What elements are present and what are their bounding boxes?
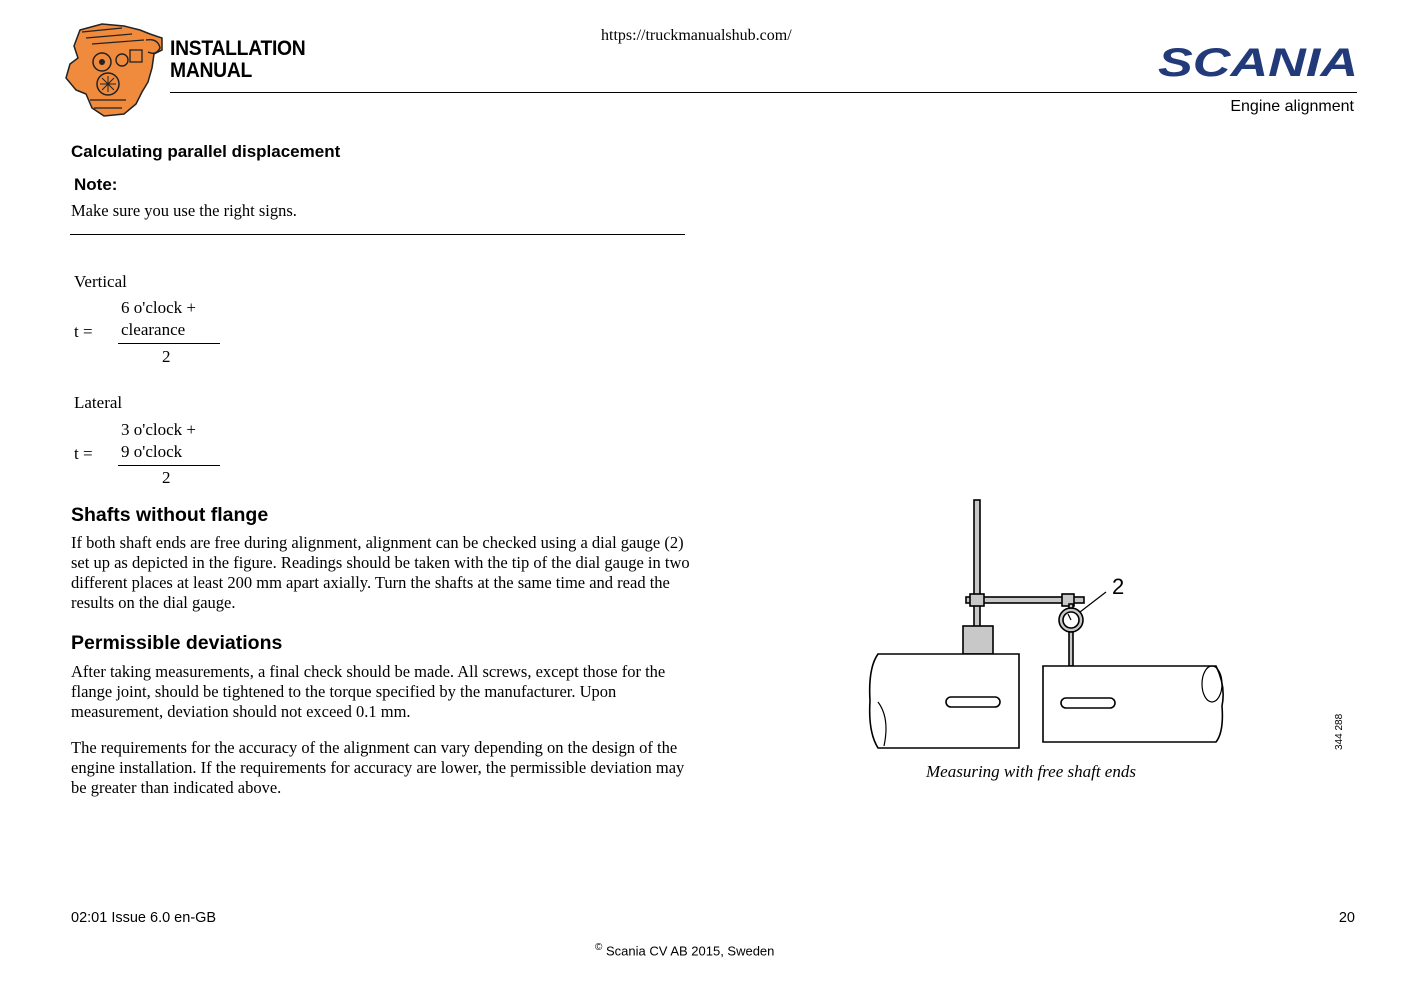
callout-2: 2 — [1112, 574, 1125, 599]
lateral-numerator-2: 9 o'clock — [121, 442, 183, 461]
shafts-paragraph: If both shaft ends are free during alignment, alignment can be checked using a dial gauge (2) set up as depicted in the figure. Readings should be taken with the tip of the dial gauge in two different places at least 200 mm apart axially. Turn the shafts at the same time and read the results on the dial gauge. — [71, 533, 690, 612]
note-rule — [70, 234, 685, 235]
vertical-fraction-line — [118, 343, 220, 344]
lateral-denominator: 2 — [162, 468, 171, 487]
vertical-numerator-2: clearance — [121, 320, 186, 339]
permissible-paragraph-2: The requirements for the accuracy of the alignment can vary depending on the design of the engine installation. If the requirements for accuracy are lower, the permissible deviation may be greater than indicated above. — [71, 738, 685, 797]
figure-image-number — [1324, 714, 1354, 754]
lateral-numerator-1: 3 o'clock + — [121, 420, 196, 439]
scania-logo — [1158, 44, 1358, 80]
calc-heading: Calculating parallel displacement — [71, 142, 341, 161]
section-name: Engine alignment — [1230, 98, 1354, 115]
scania-wordmark: SCANIA — [1158, 44, 1358, 80]
header-rule — [170, 92, 1357, 93]
magnetic-base — [963, 626, 993, 654]
footer-copyright — [595, 942, 774, 958]
source-url[interactable]: https://truckmanualshub.com/ — [601, 27, 792, 44]
footer-page-number: 20 — [1338, 910, 1355, 926]
permissible-paragraph-1: After taking measurements, a final check should be made. All screws, except those for the flange joint, should be tightened to the torque specified by the manufacturer. Upon measurement, deviation should not exceed 0.1 mm. — [71, 662, 666, 721]
vertical-denominator: 2 — [162, 347, 171, 366]
copyright-text: Scania CV AB 2015, Sweden — [606, 943, 775, 959]
lateral-label: Lateral — [74, 393, 123, 412]
footer-issue: 02:01 Issue 6.0 en-GB — [71, 910, 217, 926]
vertical-lhs: t = — [74, 322, 93, 341]
shafts-heading: Shafts without flange — [71, 504, 269, 526]
figure-caption: Measuring with free shaft ends — [926, 762, 1136, 781]
figure-image-number-text: 344 288 — [1334, 714, 1345, 750]
manual-title-line2: MANUAL — [170, 59, 253, 82]
vertical-numerator-1: 6 o'clock + — [121, 298, 196, 317]
manual-title — [170, 38, 305, 82]
permissible-heading: Permissible deviations — [71, 632, 283, 654]
lateral-lhs: t = — [74, 444, 93, 463]
dial-gauge-figure — [866, 496, 1226, 752]
note-label: Note: — [74, 175, 118, 194]
vertical-label: Vertical — [74, 272, 127, 291]
lateral-fraction-line — [118, 465, 220, 466]
note-text: Make sure you use the right signs. — [71, 201, 297, 220]
engine-logo-icon — [62, 20, 166, 122]
stand-rod — [974, 500, 980, 630]
gauge-stem — [1069, 632, 1073, 666]
manual-title-line1: INSTALLATION — [170, 37, 306, 60]
copyright-symbol: © — [595, 942, 603, 953]
